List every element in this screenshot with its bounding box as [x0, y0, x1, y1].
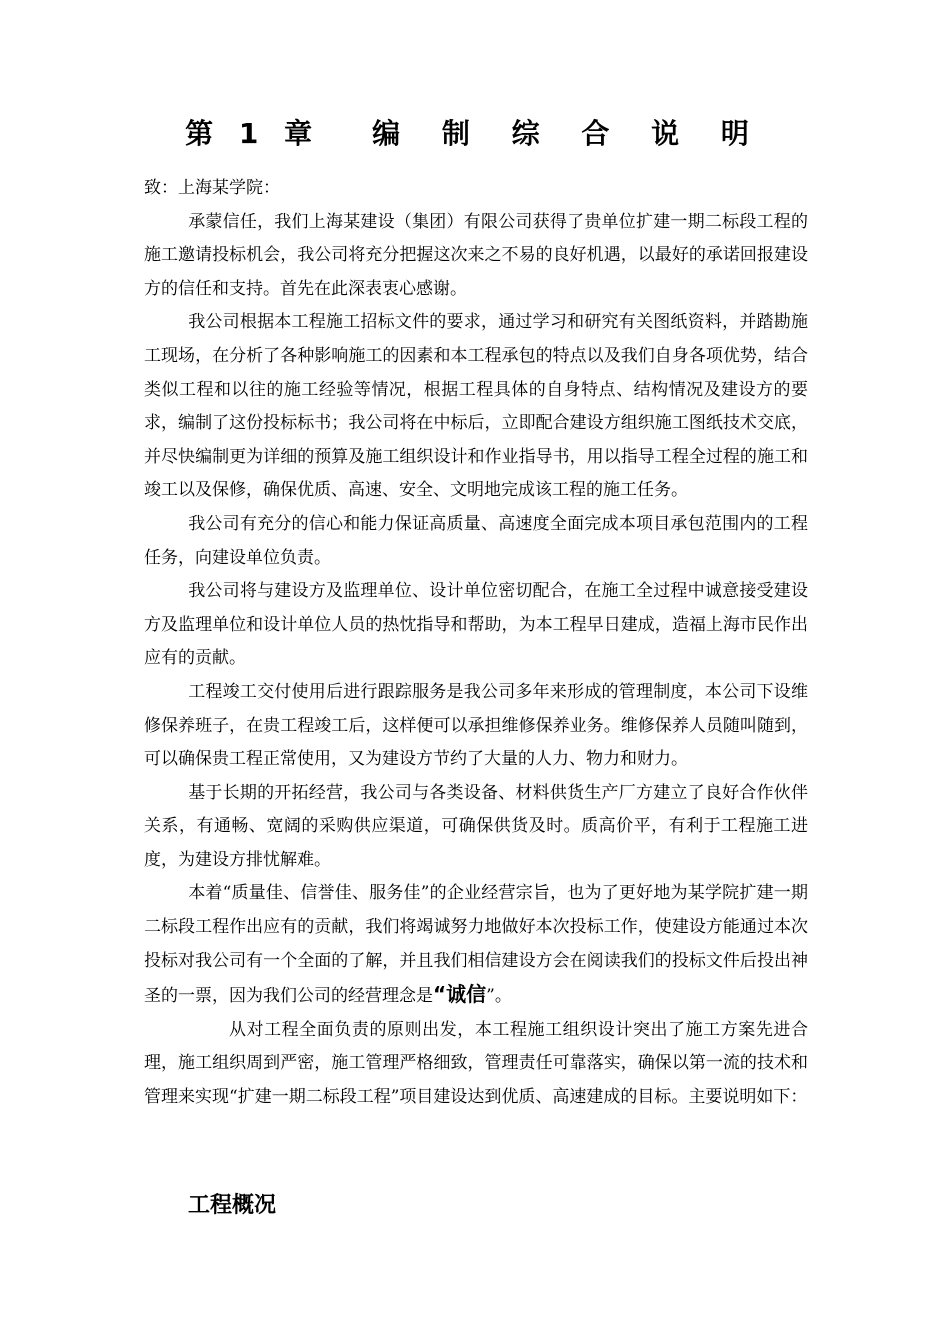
section-heading-project-overview: 工程概况 — [188, 1193, 277, 1218]
motto-close: ”。 — [486, 986, 512, 1007]
motto-text: 本着“质量佳、信誉佳、服务佳”的企业经营宗旨，也为了更好地为某学院扩建一期二标段工程作出应有的贡献，我们将竭诚努力地做好本次投标工作，使建设方能通过本次投标对我公司有一个全面的了解，并且我们相信建设方会在阅读我们的投标文件后投出神圣的一票，因为我们公司的经营理念是 — [144, 883, 808, 1007]
paragraph-closing: 从对工程全面负责的原则出发，本工程施工组织设计突出了施工方案先进合理，施工组织周到严密，施工管理严格细致，管理责任可靠落实，确保以第一流的技术和管理来实现“扩建一期二标段工程”项目建设达到优质、高速建成的目标。主要说明如下： — [144, 1019, 808, 1108]
chapter-number: 第 1 章 — [185, 117, 321, 150]
paragraph-cooperation: 我公司将与建设方及监理单位、设计单位密切配合，在施工全过程中诚意接受建设方及监理单位和设计单位人员的热忱指导和帮助，为本工程早日建成，造福上海市民作出应有的贡献。 — [144, 581, 808, 669]
motto-emphasis: 诚信 — [446, 982, 487, 1007]
paragraph-supply: 基于长期的开拓经营，我公司与各类设备、材料供货生产厂方建立了良好合作伙伴关系，有通畅、宽阔的采购供应渠道，可确保供货及时。质高价平，有利于工程施工进度，为建设方排忧解难。 — [144, 782, 808, 870]
chapter-name: 编 制 综 合 说 明 — [372, 117, 765, 150]
document-body — [144, 172, 808, 1115]
paragraph-thanks: 承蒙信任，我们上海某建设（集团）有限公司获得了贵单位扩建一期二标段工程的施工邀请投标机会，我公司将充分把握这次来之不易的良好机遇，以最好的承诺回报建设方的信任和支持。首先在此深表衷心感谢。 — [144, 211, 808, 299]
chapter-title — [0, 112, 950, 156]
motto-open-quote: “ — [433, 982, 447, 1007]
paragraph-motto — [144, 877, 808, 1013]
salutation: 致：上海某学院： — [144, 178, 280, 198]
paragraph-confidence: 我公司有充分的信心和能力保证高质量、高速度全面完成本项目承包范围内的工程任务，向建设单位负责。 — [144, 513, 808, 568]
paragraph-preparation: 我公司根据本工程施工招标文件的要求，通过学习和研究有关图纸资料，并踏勘施工现场，在分析了各种影响施工的因素和本工程承包的特点以及我们自身各项优势，结合类似工程和以往的施工经验等情况，根据工程具体的自身特点、结构情况及建设方的要求，编制了这份投标标书；我公司将在中标后，立即配合建设方组织施工图纸技术交底，并尽快编制更为详细的预算及施工组织设计和作业指导书，用以指导工程全过程的施工和竣工以及保修，确保优质、高速、安全、文明地完成该工程的施工任务。 — [144, 312, 808, 501]
paragraph-after-service: 工程竣工交付使用后进行跟踪服务是我公司多年来形成的管理制度，本公司下设维修保养班子，在贵工程竣工后，这样便可以承担维修保养业务。维修保养人员随叫随到，可以确保贵工程正常使用，又为建设方节约了大量的人力、物力和财力。 — [144, 681, 808, 770]
